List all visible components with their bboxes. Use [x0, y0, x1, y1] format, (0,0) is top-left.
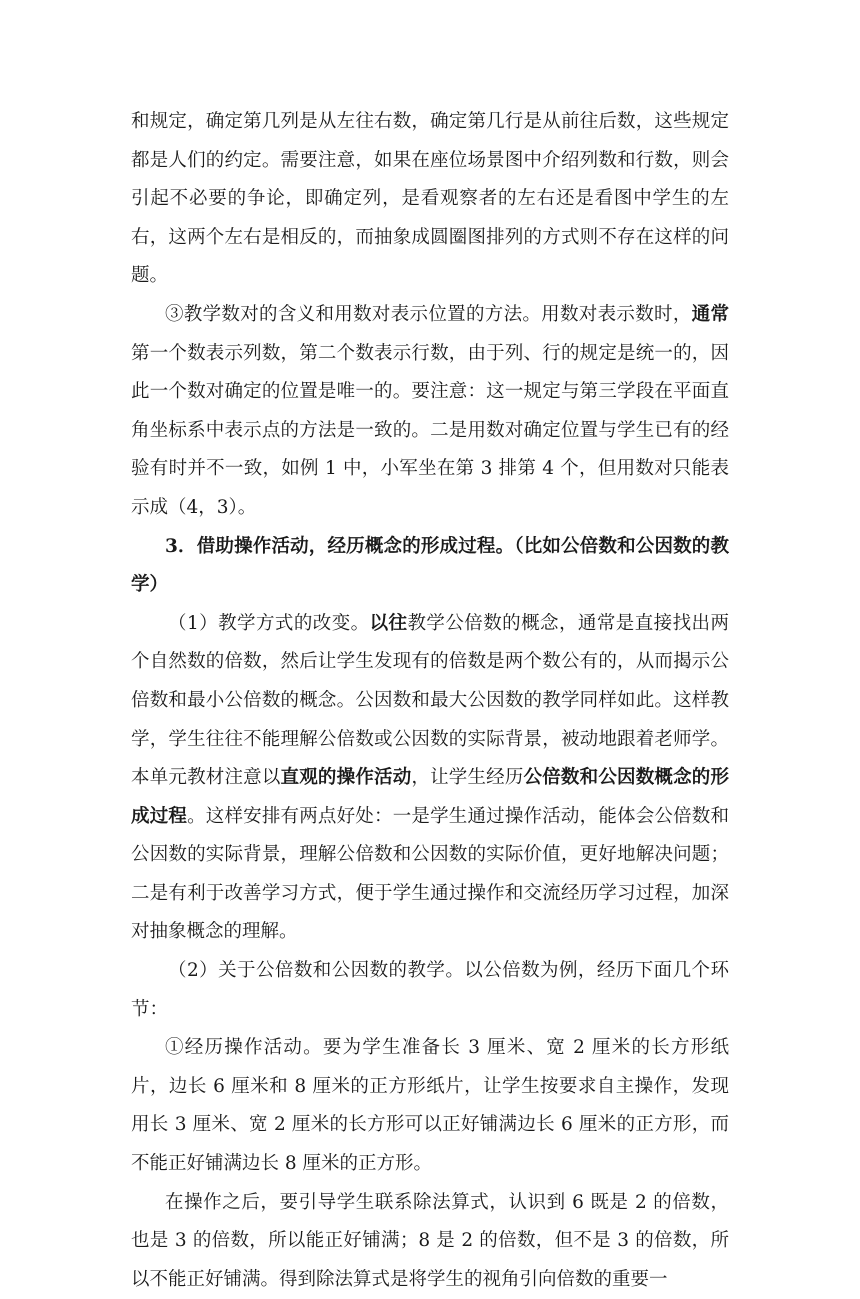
text-run: （1）教学方式的改变。 — [168, 612, 370, 634]
bold-text: 通常 — [691, 303, 729, 325]
paragraph-common-multiple: （2）关于公倍数和公因数的教学。以公倍数为例，经历下面几个环节： — [131, 960, 729, 1020]
text-run: 。这样安排有两点好处：一是学生通过操作活动，能体会公倍数和公因数的实际背景，理解公倍数和公因数的实际价值，更好地解决问题；二是有利于改善学习方式，便于学生通过操作和交流经历学习过程，加深对抽象概念的理解。 — [131, 805, 729, 943]
paragraph-teaching-method — [131, 605, 729, 952]
text-run: ③教学数对的含义和用数对表示位置的方法。用数对表示数时， — [165, 303, 692, 325]
bold-text: 以往 — [369, 612, 408, 634]
paragraph-rules: 和规定，确定第几列是从左往右数，确定第几行是从前往后数，这些规定都是人们的约定。需要注意，如果在座位场景图中介绍列数和行数，则会引起不必要的争论，即确定列，是看观察者的左右还是看图中学生的左右，这两个左右是相反的，而抽象成圆圈图排列的方式则不存在这样的问题。 — [131, 111, 729, 287]
section-heading-3: 3．借助操作活动，经历概念的形成过程。（比如公倍数和公因数的教学） — [131, 535, 729, 596]
paragraph-division: 在操作之后，要引导学生联系除法算式，认识到 6 既是 2 的倍数，也是 3 的倍数，所以能正好铺满；8 是 2 的倍数，但不是 3 的倍数，所以不能正好铺满。得到除法算式是将学生的视角引向倍数的重要一 — [131, 1191, 729, 1290]
text-run: 教学公倍数的概念，通常是直接找出两个自然数的倍数，然后让学生发现有的倍数是两个数公有的，从而揭示公倍数和最小公倍数的概念。公因数和最大公因数的教学同样如此。这样教学，学生往往不能理解公倍数或公因数的实际背景，被动地跟着老师学。本单元教材注意以 — [131, 612, 729, 789]
document-page — [131, 103, 729, 1299]
paragraph-number-pair — [131, 296, 729, 528]
paragraph-operation-activity: ①经历操作活动。要为学生准备长 3 厘米、宽 2 厘米的长方形纸片，边长 6 厘米和 8 厘米的正方形纸片，让学生按要求自主操作，发现用长 3 厘米、宽 2 厘米的长方形可以正好铺满边长 6 厘米的正方形，而不能正好铺满边长 8 厘米的正方形。 — [131, 1037, 729, 1175]
bold-text: 公倍数和公因数概念的形成过程 — [131, 767, 729, 827]
text-run: ，让学生经历 — [411, 767, 524, 789]
bold-text: 直观的操作活动 — [280, 767, 412, 789]
text-run: 第一个数表示列数，第二个数表示行数，由于列、行的规定是统一的，因此一个数对确定的位置是唯一的。要注意：这一规定与第三学段在平面直角坐标系中表示点的方法是一致的。二是用数对确定位置与学生已有的经验有时并不一致，如例 1 中，小军坐在第 3 排第 4 个，但用数对只能表示成（4，3）。 — [131, 342, 729, 518]
